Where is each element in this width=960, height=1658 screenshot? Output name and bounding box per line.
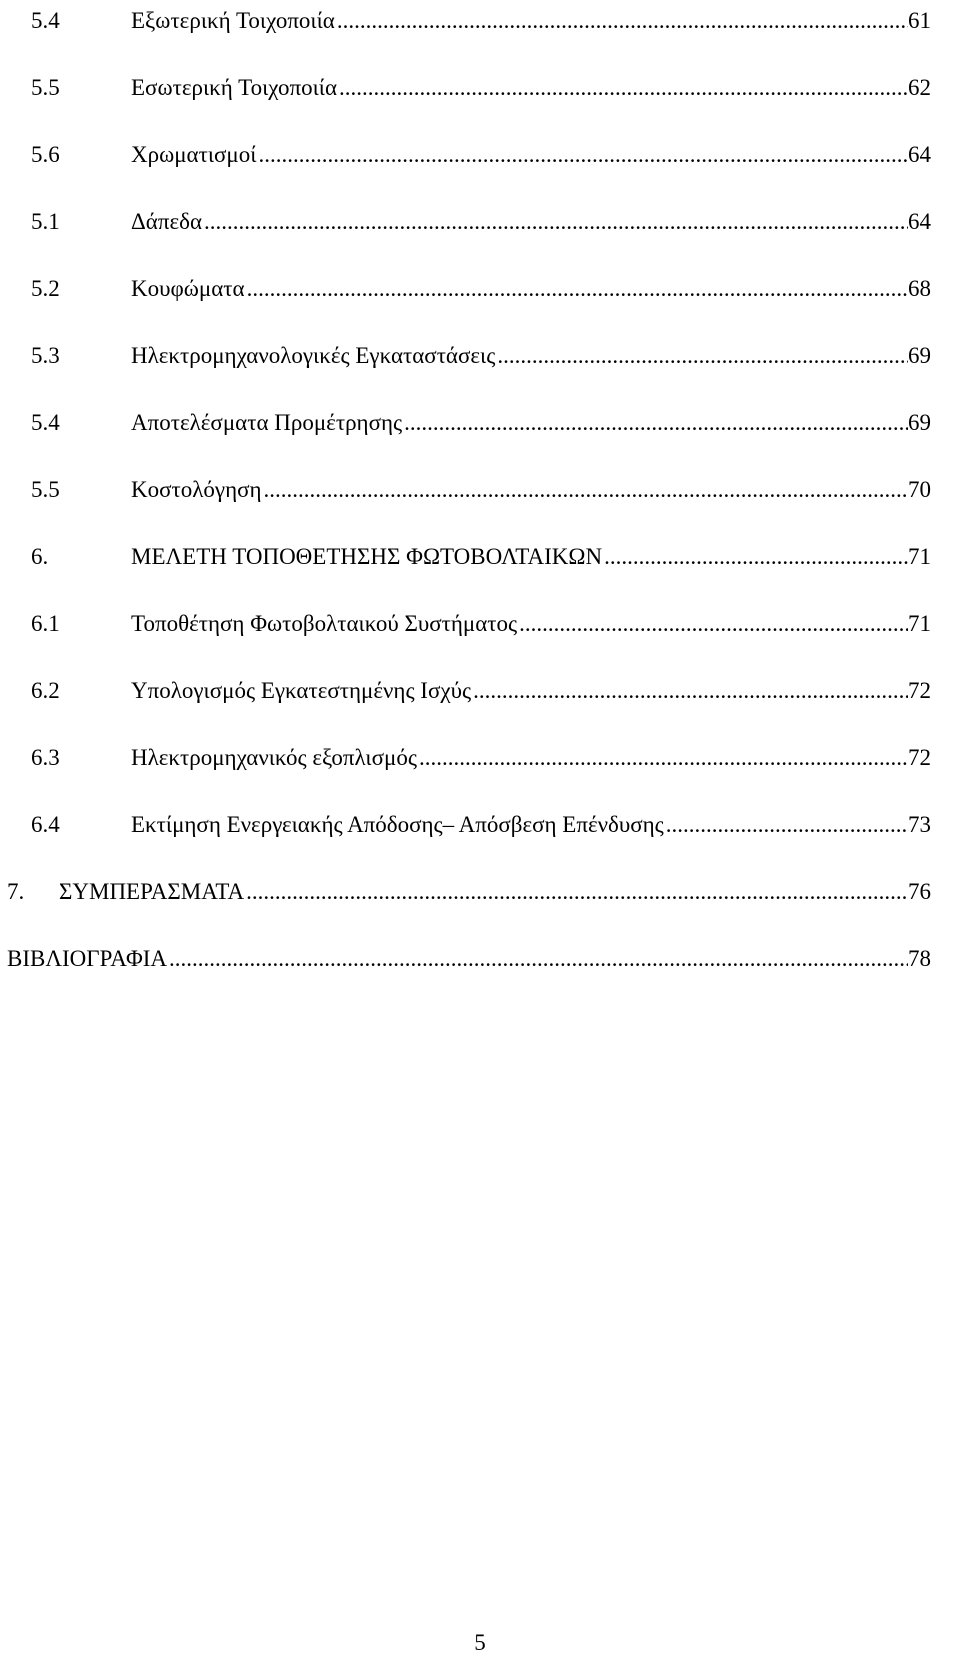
- toc-entry: [0, 70, 931, 106]
- toc-entry: [0, 740, 931, 776]
- toc-entry-number: 5.2: [31, 276, 60, 301]
- toc-entry: [0, 271, 931, 307]
- toc-entry-number: 5.5: [31, 477, 60, 502]
- toc-entry: [0, 204, 931, 240]
- toc-entry-number: 6.1: [31, 611, 60, 636]
- toc-entry: [0, 338, 931, 374]
- toc-entry: [0, 539, 931, 575]
- toc-entry-page: 64: [908, 142, 931, 167]
- toc-entry-title: Τοποθέτηση Φωτοβολταικού Συστήματος: [131, 611, 518, 636]
- toc-entry: [0, 941, 931, 977]
- toc-entry-title: Ηλεκτρομηχανικός εξοπλισμός: [131, 745, 417, 770]
- toc-entry-page: 78: [908, 946, 931, 971]
- dot-leader: [495, 338, 908, 374]
- toc-entry: [0, 606, 931, 642]
- toc-entry-title: Κοστολόγηση: [131, 477, 262, 502]
- toc-entry-number: 7.: [7, 879, 25, 904]
- toc-entry-page: 76: [908, 879, 931, 904]
- toc-entry-page: 69: [908, 343, 931, 368]
- dot-leader: [244, 874, 908, 910]
- dot-leader: [417, 740, 908, 776]
- toc-entry: [0, 874, 931, 910]
- toc-entry-title: ΣΥΜΠΕΡΑΣΜΑΤΑ: [59, 879, 245, 904]
- toc-entry-title: Εξωτερική Τοιχοποιία: [131, 8, 335, 33]
- toc-entry-title: ΒΙΒΛΙΟΓΡΑΦΙΑ: [7, 946, 168, 971]
- toc-entry-number: 5.5: [31, 75, 60, 100]
- dot-leader: [517, 606, 908, 642]
- toc-entry: [0, 405, 931, 441]
- toc-entry-title: Κουφώματα: [131, 276, 245, 301]
- toc-entry-title: Δάπεδα: [131, 209, 202, 234]
- toc-entry: [0, 137, 931, 173]
- toc-entry-page: 61: [908, 8, 931, 33]
- toc-entry-page: 70: [908, 477, 931, 502]
- toc-entry-number: 5.4: [31, 410, 60, 435]
- toc-entry-page: 72: [908, 745, 931, 770]
- toc-entry-page: 68: [908, 276, 931, 301]
- toc-entry-page: 64: [908, 209, 931, 234]
- dot-leader: [335, 3, 908, 39]
- toc-entry-number: 6.: [31, 544, 49, 569]
- toc-entry-title: Εκτίμηση Ενεργειακής Απόδοσης– Απόσβεση Επένδυσης: [131, 812, 664, 837]
- toc-entry-title: Αποτελέσματα Προμέτρησης: [131, 410, 403, 435]
- toc-entry-number: 5.1: [31, 209, 60, 234]
- toc-entry-number: 5.4: [31, 8, 60, 33]
- toc-entry-number: 6.4: [31, 812, 60, 837]
- dot-leader: [262, 472, 908, 508]
- toc-entry-title: ΜΕΛΕΤΗ ΤΟΠΟΘΕΤΗΣΗΣ ΦΩΤΟΒΟΛΤΑΙΚΩΝ: [131, 544, 603, 569]
- dot-leader: [337, 70, 908, 106]
- toc-entry: [0, 3, 931, 39]
- toc-entry-page: 71: [908, 544, 931, 569]
- toc-entry: [0, 472, 931, 508]
- dot-leader: [167, 941, 908, 977]
- toc-entry-number: 6.3: [31, 745, 60, 770]
- toc-entry-page: 73: [908, 812, 931, 837]
- dot-leader: [245, 271, 908, 307]
- dot-leader: [202, 204, 908, 240]
- toc-entry-page: 69: [908, 410, 931, 435]
- toc-entry-page: 62: [908, 75, 931, 100]
- dot-leader: [664, 807, 908, 843]
- toc-entry-title: Ηλεκτρομηχανολογικές Εγκαταστάσεις: [131, 343, 496, 368]
- toc-entry-page: 72: [908, 678, 931, 703]
- toc-entry-number: 5.3: [31, 343, 60, 368]
- dot-leader: [402, 405, 908, 441]
- toc-entry: [0, 673, 931, 709]
- toc-entry-number: 5.6: [31, 142, 60, 167]
- toc-entry-title: Χρωματισμοί: [131, 142, 257, 167]
- dot-leader: [471, 673, 908, 709]
- toc-entry: [0, 807, 931, 843]
- toc-entry-title: Υπολογισμός Εγκατεστημένης Ισχύς: [131, 678, 472, 703]
- toc-entry-page: 71: [908, 611, 931, 636]
- page-number: 5: [474, 1630, 486, 1655]
- toc-entry-number: 6.2: [31, 678, 60, 703]
- toc-entry-title: Εσωτερική Τοιχοποιία: [131, 75, 338, 100]
- dot-leader: [256, 137, 908, 173]
- dot-leader: [602, 539, 908, 575]
